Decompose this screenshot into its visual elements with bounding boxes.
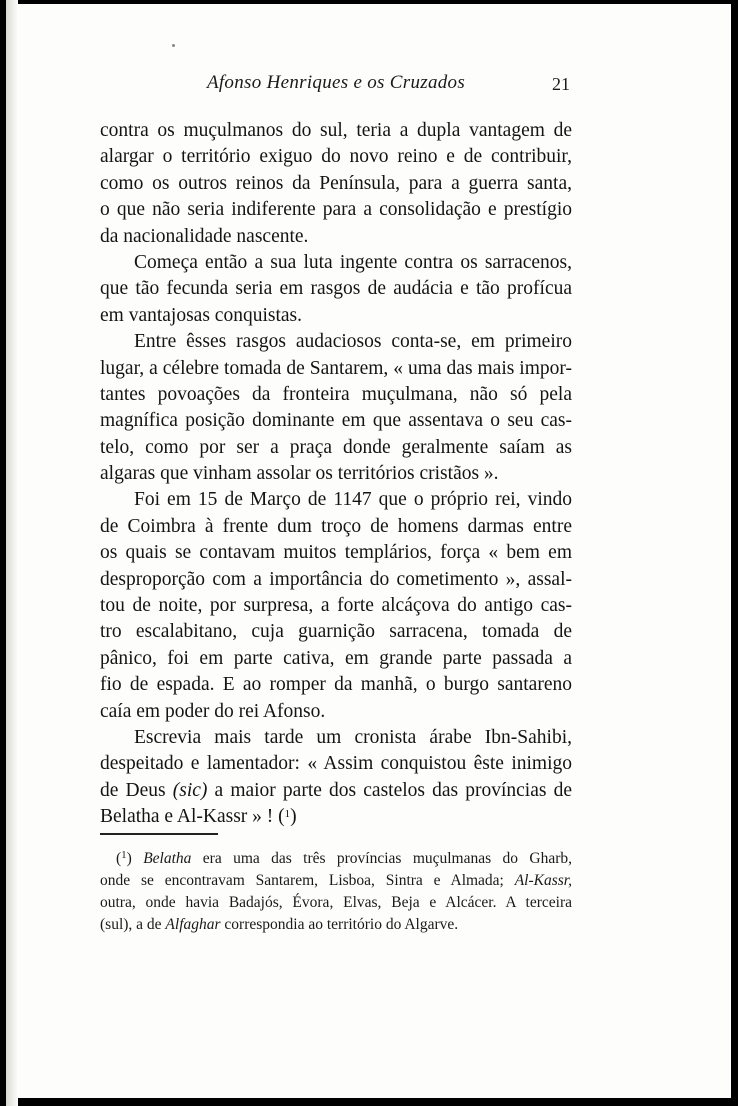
footnote: [100, 848, 572, 936]
text-segment: de Deus: [100, 779, 173, 801]
text-line: fio de espada. E ao romper da manhã, o burgo santareno: [100, 674, 572, 696]
text-line: caía em poder do rei Afonso.: [100, 700, 326, 722]
text-line: magnífica posição dominante em que assentava o seu cas-: [100, 410, 572, 432]
text-line: como os outros reinos da Península, para a guerra santa,: [100, 172, 572, 194]
paragraph-4: [100, 487, 572, 725]
text-segment: correspondia ao território do Algarve.: [220, 916, 459, 933]
text-line: Escrevia mais tarde um cronista árabe Ibn-Sahibi,: [134, 726, 572, 748]
text-line: tantes povoações da fronteira muçulmana, não só pela: [100, 383, 572, 405]
text-line: o que não seria indiferente para a consolidação e prestígio: [100, 199, 572, 221]
text-line: os quais se contavam muitos templários, força « bem em: [100, 542, 572, 564]
text-line: algaras que vinham assolar os territórios cristãos ».: [100, 463, 499, 485]
footnote-reference[interactable]: 1: [284, 808, 291, 821]
text-line: contra os muçulmanos do sul, teria a dupla vantagem de: [100, 120, 572, 141]
page-number: 21: [552, 74, 570, 94]
text-segment: Al-Kassr,: [514, 872, 572, 889]
scan-border-right: [731, 0, 738, 1106]
footnote-line: outra, onde havia Badajós, Évora, Elvas, Beja e Alcácer. A terceira: [100, 894, 572, 911]
text-segment: ): [290, 806, 297, 828]
paragraph-2: [100, 250, 572, 329]
text-line: da nacionalidade nascente.: [100, 225, 309, 247]
text-segment: era uma das três províncias muçulmanas do Gharb,: [191, 850, 572, 867]
text-line: lugar, a célebre tomada de Santarem, « uma das mais impor-: [100, 357, 572, 379]
text-line: Foi em 15 de Março de 1147 que o próprio rei, vindo: [134, 489, 572, 511]
paragraph-1: [100, 118, 572, 250]
footnote-line: ($^1$) Belatha era uma das três províncias muçulmanas do Gharb,: [116, 849, 572, 867]
text-line: telo, como por ser a praça donde geralmente saíam as: [100, 436, 572, 458]
running-head: Afonso Henriques e os Cruzados: [206, 72, 466, 93]
paper-speck: [172, 44, 175, 47]
text-segment: a maior parte dos castelos das províncias de: [207, 779, 572, 801]
scan-border-bottom: [0, 1098, 738, 1106]
text-line: em vantajosas conquistas.: [100, 304, 302, 326]
text-line: Entre êsses rasgos audaciosos conta-se, em primeiro: [134, 331, 572, 353]
text-line: que tão fecunda seria em rasgos de audácia e tão profícua: [100, 278, 572, 300]
text-line: Começa então a sua luta ingente contra os sarracenos,: [134, 251, 572, 273]
scan-border-top: [0, 0, 738, 4]
footnote-marker: 1: [121, 849, 127, 861]
text-line: tro escalabitano, cuja guarnição sarracena, tomada de: [100, 621, 572, 643]
text-line: [100, 804, 572, 830]
text-line: [100, 778, 572, 804]
text-line: pânico, foi em parte cativa, em grande parte passada a: [100, 647, 572, 669]
text-segment: Belatha e Al-Kassr » ! (: [100, 806, 285, 828]
footnote-divider: [100, 833, 218, 835]
paragraph-5: [100, 725, 572, 831]
text-line: alargar o território exiguo do novo reino e de contribuir,: [100, 146, 572, 168]
text-line: de Coimbra à frente dum troço de homens darmas entre: [100, 515, 572, 537]
page-gutter-shadow: [6, 0, 18, 1106]
text-line: desproporção com a importância do cometimento », assal-: [100, 568, 572, 590]
body-text: [100, 118, 572, 831]
text-segment: onde se encontravam Santarem, Lisboa, Sintra e Almada;: [100, 872, 515, 889]
footnote-line: [100, 870, 572, 892]
text-segment: Belatha: [143, 850, 192, 867]
sic-italic: (sic): [172, 779, 208, 801]
text-segment: (sul), a de: [100, 916, 166, 933]
text-segment: Alfaghar: [165, 916, 221, 933]
footnote-line: [100, 914, 572, 936]
text-line: despeitado e lamentador: « Assim conquistou êste inimigo: [100, 753, 572, 775]
paragraph-3: [100, 329, 572, 487]
text-line: tou de noite, por surpresa, a forte alcáçova do antigo cas-: [100, 595, 572, 617]
